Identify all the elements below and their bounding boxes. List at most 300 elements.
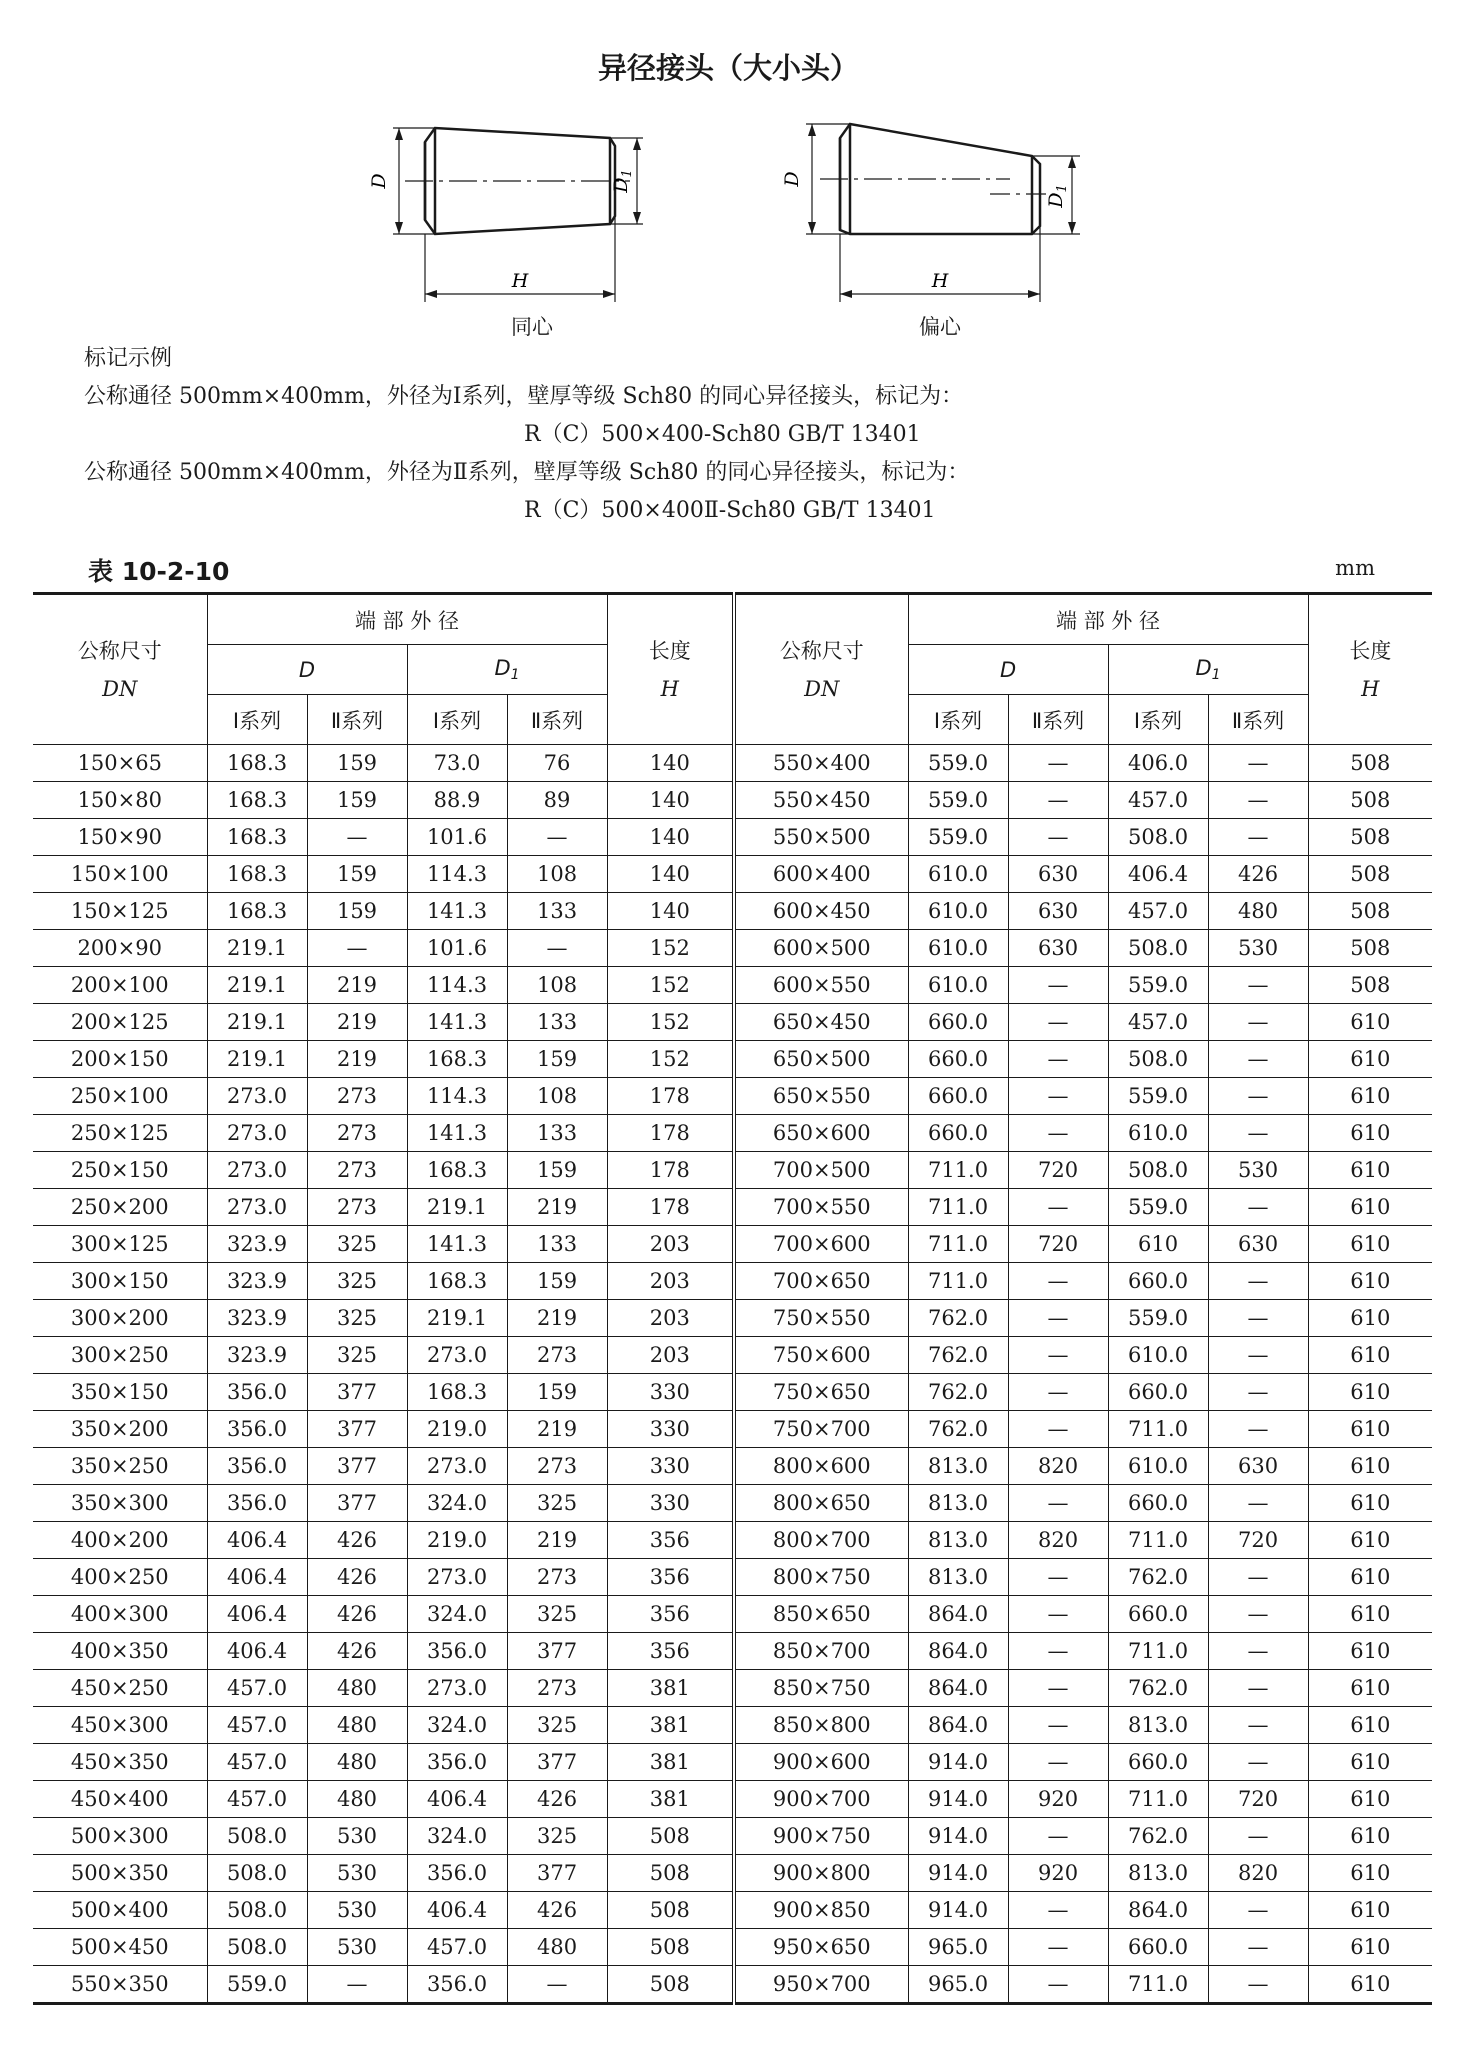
cell-dn: 300×125 [33,1226,207,1263]
cell-d-series-1: 813.0 [908,1448,1008,1485]
cell-dn: 750×700 [734,1411,908,1448]
table-row [33,1596,1432,1633]
cell-dn: 250×100 [33,1078,207,1115]
cell-d-series-2: 426 [307,1596,407,1633]
cell-d1-series-2: 273 [507,1337,607,1374]
cell-d1-series-2: — [1208,1263,1308,1300]
header-d1-main: D [1195,656,1212,680]
cell-d-series-1: 965.0 [908,1966,1008,2004]
cell-d-series-2: 530 [307,1855,407,1892]
cell-length-h: 508 [1308,893,1432,930]
header-series-2: Ⅱ系列 [307,695,407,745]
cell-d-series-1: 356.0 [207,1448,307,1485]
cell-d1-series-1: 324.0 [407,1707,507,1744]
cell-d1-series-1: 559.0 [1108,1189,1208,1226]
cell-length-h: 610 [1308,1078,1432,1115]
cell-d-series-2: 426 [307,1559,407,1596]
cell-d1-series-1: 711.0 [1108,1411,1208,1448]
cell-length-h: 610 [1308,1596,1432,1633]
cell-length-h: 152 [607,967,734,1004]
cell-d1-series-1: 711.0 [1108,1966,1208,2004]
cell-d1-series-1: 660.0 [1108,1263,1208,1300]
header-dn-label: DN [102,676,138,701]
cell-dn: 300×250 [33,1337,207,1374]
cell-length-h: 610 [1308,1966,1432,2004]
header-series-2: Ⅱ系列 [1208,695,1308,745]
cell-d-series-1: 660.0 [908,1004,1008,1041]
cell-d1-series-2: 133 [507,1115,607,1152]
cell-d-series-1: 168.3 [207,893,307,930]
cell-d1-series-2: — [1208,1041,1308,1078]
cell-length-h: 140 [607,856,734,893]
cell-length-h: 508 [607,1855,734,1892]
table-row [33,893,1432,930]
label-d1: $D_1$ [1045,184,1070,208]
cell-d-series-2: — [1008,745,1108,782]
cell-d1-series-1: 141.3 [407,893,507,930]
cell-dn: 800×750 [734,1559,908,1596]
cell-length-h: 610 [1308,1670,1432,1707]
cell-d1-series-2: 219 [507,1300,607,1337]
cell-d-series-2: 630 [1008,930,1108,967]
table-row [33,1707,1432,1744]
cell-d1-series-1: 101.6 [407,930,507,967]
cell-d-series-2: 377 [307,1411,407,1448]
cell-dn: 650×600 [734,1115,908,1152]
cell-d-series-2: 426 [307,1522,407,1559]
cell-d1-series-1: 219.0 [407,1411,507,1448]
cell-d1-series-1: 168.3 [407,1374,507,1411]
cell-d-series-1: 711.0 [908,1226,1008,1263]
marking-example-1-text: 公称通径 500mm×400mm，外径为Ⅰ系列，壁厚等级 Sch80 的同心异径接头，标记为： [84,384,964,409]
cell-d1-series-1: 813.0 [1108,1707,1208,1744]
cell-d1-series-2: 377 [507,1633,607,1670]
cell-d1-series-2: 720 [1208,1781,1308,1818]
cell-d1-series-2: — [507,1966,607,2004]
cell-d-series-2: — [1008,1004,1108,1041]
cell-d1-series-2: — [1208,1374,1308,1411]
table-row [33,1041,1432,1078]
cell-d-series-1: 356.0 [207,1411,307,1448]
cell-dn: 350×150 [33,1374,207,1411]
cell-length-h: 178 [607,1115,734,1152]
header-h-label: H [660,676,679,701]
cell-d1-series-2: 377 [507,1744,607,1781]
cell-length-h: 152 [607,930,734,967]
header-end-od: 端 部 外 径 [207,594,607,645]
cell-length-h: 508 [1308,856,1432,893]
cell-dn: 250×125 [33,1115,207,1152]
cell-d-series-2: — [1008,1374,1108,1411]
cell-d-series-2: — [1008,1115,1108,1152]
cell-d-series-1: 914.0 [908,1744,1008,1781]
cell-d-series-1: 356.0 [207,1374,307,1411]
cell-d-series-2: 325 [307,1226,407,1263]
cell-d1-series-1: 711.0 [1108,1522,1208,1559]
cell-length-h: 508 [1308,967,1432,1004]
cell-d1-series-1: 356.0 [407,1855,507,1892]
cell-d1-series-1: 141.3 [407,1004,507,1041]
cell-d-series-1: 457.0 [207,1781,307,1818]
cell-d-series-2: 325 [307,1337,407,1374]
cell-dn: 900×750 [734,1818,908,1855]
cell-d1-series-1: 273.0 [407,1559,507,1596]
cell-d1-series-1: 273.0 [407,1670,507,1707]
cell-d1-series-1: 864.0 [1108,1892,1208,1929]
cell-d-series-2: 219 [307,967,407,1004]
cell-length-h: 610 [1308,1263,1432,1300]
cell-d-series-2: 159 [307,856,407,893]
cell-d1-series-2: — [1208,1411,1308,1448]
cell-dn: 150×80 [33,782,207,819]
cell-dn: 150×125 [33,893,207,930]
cell-length-h: 381 [607,1781,734,1818]
cell-d1-series-1: 219.0 [407,1522,507,1559]
cell-d-series-2: — [1008,1485,1108,1522]
cell-length-h: 203 [607,1226,734,1263]
cell-d1-series-1: 660.0 [1108,1744,1208,1781]
cell-dn: 500×400 [33,1892,207,1929]
label-h: H [931,270,949,292]
cell-d-series-1: 813.0 [908,1485,1008,1522]
cell-d-series-1: 914.0 [908,1892,1008,1929]
cell-length-h: 610 [1308,1744,1432,1781]
cell-d-series-2: — [307,819,407,856]
cell-d-series-2: 480 [307,1744,407,1781]
cell-d-series-2: 273 [307,1152,407,1189]
header-end-od: 端 部 外 径 [908,594,1308,645]
cell-length-h: 140 [607,819,734,856]
cell-d-series-2: 159 [307,745,407,782]
cell-dn: 550×450 [734,782,908,819]
cell-d-series-2: 480 [307,1670,407,1707]
cell-d1-series-2: 530 [1208,1152,1308,1189]
cell-dn: 250×150 [33,1152,207,1189]
cell-d1-series-2: 630 [1208,1448,1308,1485]
cell-d1-series-2: 133 [507,1226,607,1263]
cell-dn: 300×150 [33,1263,207,1300]
header-d: D [908,645,1108,695]
table-row [33,1522,1432,1559]
cell-d1-series-1: 660.0 [1108,1485,1208,1522]
cell-dn: 700×500 [734,1152,908,1189]
cell-dn: 200×125 [33,1004,207,1041]
cell-length-h: 203 [607,1337,734,1374]
cell-dn: 200×150 [33,1041,207,1078]
cell-length-h: 508 [607,1892,734,1929]
cell-d1-series-1: 406.4 [407,1781,507,1818]
cell-d1-series-2: — [1208,782,1308,819]
cell-length-h: 178 [607,1152,734,1189]
cell-d1-series-2: — [1208,1929,1308,1966]
cell-d1-series-2: 325 [507,1485,607,1522]
cell-d1-series-2: 219 [507,1411,607,1448]
label-h: H [511,270,529,292]
table-row [33,1559,1432,1596]
cell-d1-series-2: — [1208,1337,1308,1374]
cell-d-series-1: 323.9 [207,1300,307,1337]
cell-d-series-1: 219.1 [207,1004,307,1041]
cell-d-series-1: 406.4 [207,1633,307,1670]
table-row [33,1004,1432,1041]
cell-d1-series-2: — [1208,1004,1308,1041]
cell-d1-series-2: 89 [507,782,607,819]
cell-d1-series-1: 559.0 [1108,967,1208,1004]
cell-dn: 650×450 [734,1004,908,1041]
cell-length-h: 610 [1308,1115,1432,1152]
cell-dn: 700×650 [734,1263,908,1300]
header-length [1308,594,1432,745]
cell-dn: 850×700 [734,1633,908,1670]
cell-d-series-1: 559.0 [207,1966,307,2004]
cell-d-series-1: 914.0 [908,1855,1008,1892]
table-row [33,1818,1432,1855]
cell-d1-series-1: 101.6 [407,819,507,856]
cell-dn: 200×90 [33,930,207,967]
cell-length-h: 140 [607,782,734,819]
cell-length-h: 610 [1308,1855,1432,1892]
cell-length-h: 610 [1308,1189,1432,1226]
cell-length-h: 610 [1308,1929,1432,1966]
cell-d-series-1: 914.0 [908,1818,1008,1855]
cell-d1-series-2: 273 [507,1448,607,1485]
cell-d1-series-2: — [1208,1189,1308,1226]
cell-length-h: 610 [1308,1522,1432,1559]
cell-length-h: 140 [607,745,734,782]
cell-length-h: 178 [607,1189,734,1226]
cell-d1-series-2: 820 [1208,1855,1308,1892]
header-length-label: 长度 [1349,638,1392,663]
cell-d-series-1: 610.0 [908,856,1008,893]
table-row [33,1670,1432,1707]
cell-d1-series-2: — [1208,1966,1308,2004]
cell-dn: 850×650 [734,1596,908,1633]
cell-length-h: 610 [1308,1374,1432,1411]
cell-d1-series-2: 325 [507,1818,607,1855]
cell-length-h: 356 [607,1633,734,1670]
cell-d-series-1: 660.0 [908,1041,1008,1078]
cell-d1-series-1: 508.0 [1108,1152,1208,1189]
cell-length-h: 508 [1308,930,1432,967]
cell-d1-series-1: 762.0 [1108,1559,1208,1596]
cell-d-series-1: 406.4 [207,1596,307,1633]
cell-dn: 150×65 [33,745,207,782]
cell-d-series-1: 273.0 [207,1078,307,1115]
cell-d-series-2: 530 [307,1818,407,1855]
cell-dn: 750×600 [734,1337,908,1374]
cell-d1-series-1: 273.0 [407,1337,507,1374]
header-d1 [407,645,607,695]
cell-d1-series-2: 108 [507,967,607,1004]
cell-d-series-2: — [1008,819,1108,856]
cell-d1-series-2: — [1208,1596,1308,1633]
header-series-2: Ⅱ系列 [1008,695,1108,745]
cell-length-h: 140 [607,893,734,930]
header-length-label: 长度 [648,638,691,663]
cell-d-series-2: — [1008,1892,1108,1929]
cell-d1-series-1: 114.3 [407,856,507,893]
cell-d1-series-1: 610.0 [1108,1337,1208,1374]
cell-dn: 450×300 [33,1707,207,1744]
cell-d1-series-1: 508.0 [1108,819,1208,856]
table-body [33,745,1432,2004]
cell-d-series-2: — [1008,1633,1108,1670]
cell-d1-series-2: — [1208,1115,1308,1152]
cell-d-series-1: 610.0 [908,930,1008,967]
cell-d-series-2: 377 [307,1485,407,1522]
cell-d1-series-1: 324.0 [407,1818,507,1855]
cell-d1-series-1: 457.0 [1108,893,1208,930]
cell-d-series-1: 762.0 [908,1300,1008,1337]
table-row [33,1633,1432,1670]
header-nominal-size [734,594,908,745]
cell-length-h: 203 [607,1300,734,1337]
cell-d-series-1: 323.9 [207,1263,307,1300]
marking-example-1-code: R（C）500×400-Sch80 GB/T 13401 [524,422,921,447]
cell-d1-series-2: 426 [1208,856,1308,893]
cell-d1-series-1: 813.0 [1108,1855,1208,1892]
cell-d-series-1: 559.0 [908,782,1008,819]
cell-d1-series-1: 356.0 [407,1744,507,1781]
cell-d-series-2: — [1008,1559,1108,1596]
cell-d1-series-2: — [1208,1300,1308,1337]
table-row [33,1966,1432,2004]
cell-d-series-1: 813.0 [908,1559,1008,1596]
cell-d-series-2: — [1008,1596,1108,1633]
cell-d-series-2: — [1008,967,1108,1004]
table-row [33,1448,1432,1485]
cell-d-series-2: — [1008,1189,1108,1226]
cell-d1-series-1: 114.3 [407,967,507,1004]
cell-d1-series-2: — [507,930,607,967]
cell-length-h: 152 [607,1004,734,1041]
cell-dn: 400×250 [33,1559,207,1596]
cell-d1-series-2: 273 [507,1559,607,1596]
cell-d-series-1: 168.3 [207,745,307,782]
table-header [33,594,1432,745]
table-row [33,1744,1432,1781]
cell-dn: 450×250 [33,1670,207,1707]
cell-length-h: 508 [607,1929,734,1966]
cell-d-series-1: 323.9 [207,1337,307,1374]
cell-d-series-1: 610.0 [908,967,1008,1004]
cell-d1-series-1: 660.0 [1108,1929,1208,1966]
cell-d1-series-2: 219 [507,1522,607,1559]
cell-dn: 600×500 [734,930,908,967]
cell-length-h: 152 [607,1041,734,1078]
cell-d-series-2: 377 [307,1448,407,1485]
cell-dn: 350×250 [33,1448,207,1485]
cell-d1-series-1: 762.0 [1108,1818,1208,1855]
table-row [33,1263,1432,1300]
cell-dn: 750×650 [734,1374,908,1411]
cell-length-h: 381 [607,1707,734,1744]
cell-d-series-1: 168.3 [207,819,307,856]
header-nominal-size [33,594,207,745]
cell-d1-series-1: 88.9 [407,782,507,819]
cell-d1-series-2: — [1208,1485,1308,1522]
cell-d1-series-2: 159 [507,1152,607,1189]
cell-d-series-2: — [1008,1078,1108,1115]
cell-d1-series-2: — [507,819,607,856]
header-series-1: Ⅰ系列 [908,695,1008,745]
header-series-1: Ⅰ系列 [1108,695,1208,745]
cell-d-series-1: 168.3 [207,782,307,819]
cell-dn: 400×300 [33,1596,207,1633]
cell-dn: 900×700 [734,1781,908,1818]
cell-d1-series-1: 711.0 [1108,1781,1208,1818]
cell-d1-series-2: — [1208,819,1308,856]
cell-d-series-1: 660.0 [908,1115,1008,1152]
cell-d-series-1: 559.0 [908,745,1008,782]
cell-d-series-2: 720 [1008,1152,1108,1189]
cell-length-h: 508 [1308,819,1432,856]
cell-d-series-1: 406.4 [207,1559,307,1596]
cell-d1-series-1: 324.0 [407,1485,507,1522]
marking-examples [84,340,969,530]
cell-dn: 850×800 [734,1707,908,1744]
cell-dn: 900×800 [734,1855,908,1892]
cell-d-series-1: 813.0 [908,1522,1008,1559]
cell-d1-series-1: 168.3 [407,1152,507,1189]
cell-d-series-2: — [1008,1744,1108,1781]
cell-length-h: 610 [1308,1781,1432,1818]
cell-length-h: 610 [1308,1485,1432,1522]
cell-d1-series-2: — [1208,1078,1308,1115]
cell-d1-series-1: 141.3 [407,1115,507,1152]
header-nominal-size-label: 公称尺寸 [77,638,162,663]
cell-dn: 900×600 [734,1744,908,1781]
table-row [33,1337,1432,1374]
cell-d-series-1: 711.0 [908,1263,1008,1300]
header-d1-subscript: 1 [510,667,520,683]
cell-d1-series-1: 141.3 [407,1226,507,1263]
table-row [33,1929,1432,1966]
cell-d1-series-2: — [1208,745,1308,782]
label-d: D [368,173,390,189]
cell-dn: 600×400 [734,856,908,893]
cell-d1-series-2: 530 [1208,930,1308,967]
cell-d-series-2: — [1008,1707,1108,1744]
cell-d-series-1: 457.0 [207,1707,307,1744]
cell-d-series-1: 273.0 [207,1152,307,1189]
cell-dn: 400×350 [33,1633,207,1670]
cell-d1-series-1: 762.0 [1108,1670,1208,1707]
cell-length-h: 610 [1308,1337,1432,1374]
cell-d-series-2: 630 [1008,893,1108,930]
cell-d1-series-2: — [1208,967,1308,1004]
cell-d1-series-1: 73.0 [407,745,507,782]
table-row [33,745,1432,782]
cell-d-series-1: 864.0 [908,1596,1008,1633]
cell-length-h: 356 [607,1522,734,1559]
cell-length-h: 508 [607,1818,734,1855]
cell-d-series-2: — [1008,1041,1108,1078]
cell-d1-series-1: 219.1 [407,1300,507,1337]
cell-d-series-2: — [1008,1337,1108,1374]
cell-length-h: 610 [1308,1300,1432,1337]
cell-length-h: 610 [1308,1448,1432,1485]
cell-d1-series-1: 114.3 [407,1078,507,1115]
cell-dn: 250×200 [33,1189,207,1226]
cell-d-series-1: 406.4 [207,1522,307,1559]
table-row [33,1374,1432,1411]
cell-d1-series-2: 159 [507,1263,607,1300]
table-row [33,782,1432,819]
cell-d-series-2: — [307,930,407,967]
cell-d-series-2: 530 [307,1892,407,1929]
cell-dn: 600×450 [734,893,908,930]
